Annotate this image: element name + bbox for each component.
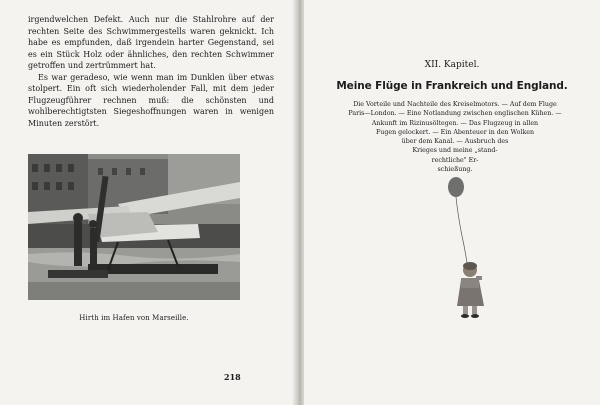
paragraph: Es war geradeso, wie wenn man im Dunklen über etwas stolpert. Ein oft sich wiederholender Fall, mit dem jeder Flugzeugführer rechnen muß: die schönsten und wohlberechtigtsten Siegeshoffnungen waren in wenigen Minuten zerstört. (28, 72, 274, 128)
summary-line: Paris—London. — Eine Notlandung zwischen englischen Kühen. — (348, 110, 562, 118)
summary-line: rechtliche" Er- (431, 156, 479, 164)
seaplane-harbor-image (28, 154, 240, 300)
summary-line: Die Vorteile und Nachteile des Kreiselmotors. — Auf dem Fluge (353, 101, 557, 108)
balloon-icon (448, 177, 464, 197)
left-page (0, 0, 296, 405)
girl-with-balloon-illustration (436, 176, 496, 320)
body-text (28, 14, 274, 129)
photo-caption: Hirth im Hafen von Marseille. (79, 314, 189, 322)
chapter-summary (342, 100, 568, 174)
seaplane-photo (28, 154, 240, 300)
summary-line: Fugen gelockert. — Ein Abenteuer in den Wolken (375, 128, 535, 136)
summary-line: Ankunft im Rizinusöltegen. — Das Flugzeug in allen (371, 119, 539, 127)
summary-line: über dem Kanal. — Ausbruch des (401, 138, 509, 146)
chapter-title: Meine Flüge in Frankreich und England. (336, 80, 568, 92)
page-number: 218 (224, 372, 241, 382)
paragraph: irgendwelchen Defekt. Auch nur die Stahlrohre auf der rechten Seite des Schwimmergestells waren geknickt. Ich habe es empfunden, daß irgendein harter Gegenstand, sei es ein Stück Holz oder ähnliches, den rechten Schwimmer getroffen und zertrümmert hat. (28, 15, 274, 70)
summary-line: Krieges und meine „stand- (412, 147, 498, 155)
summary-line: schießung. (437, 166, 473, 174)
chapter-number: XII. Kapitel. (424, 60, 480, 70)
